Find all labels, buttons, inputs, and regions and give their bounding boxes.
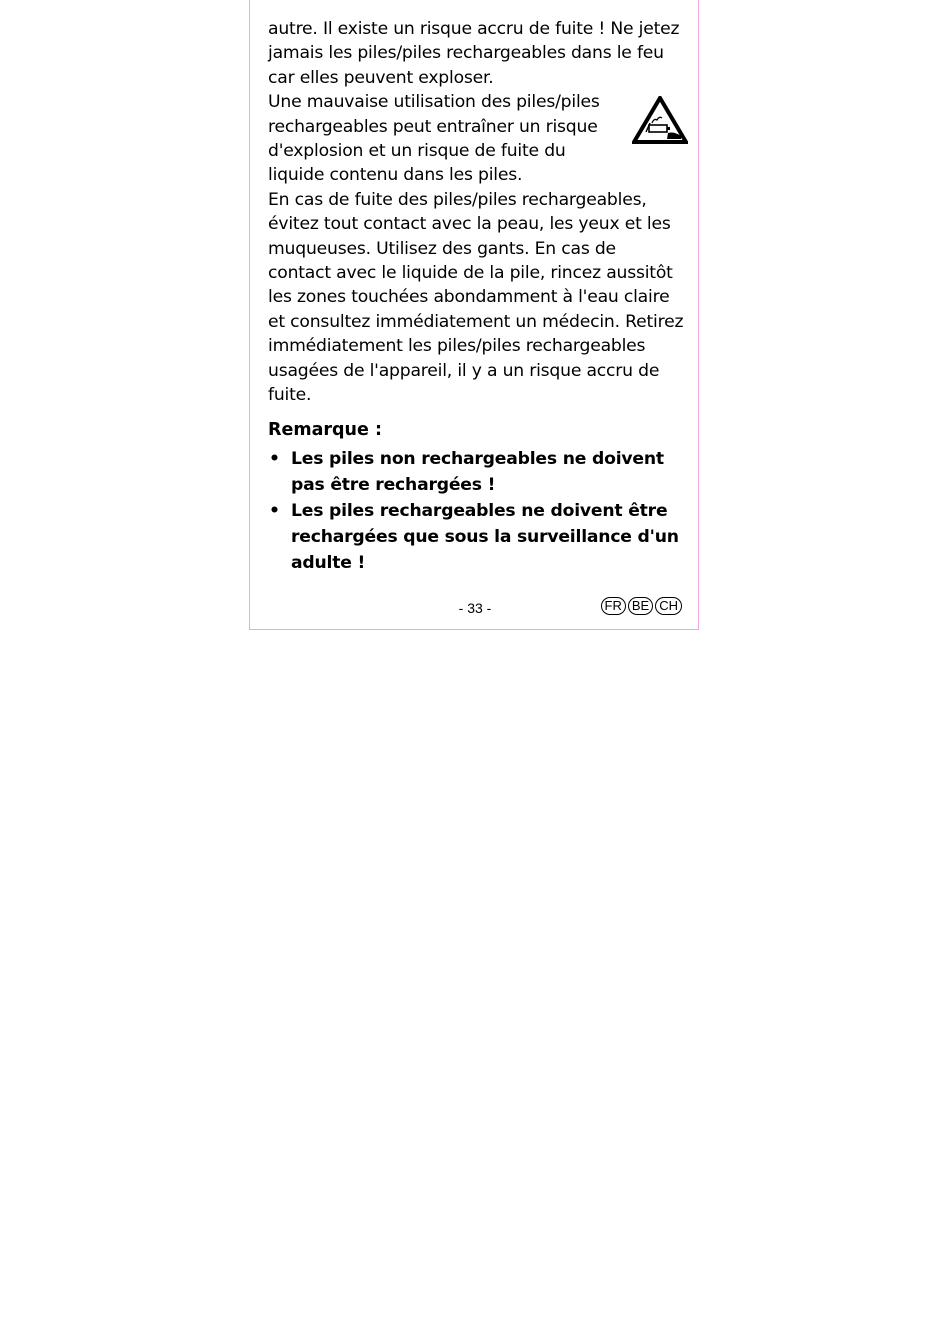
paragraph-leak-instructions: En cas de fuite des piles/piles rechargeables, évitez tout contact avec la peau, les yeux et les muqueuses. Utilisez des gants. En cas de contact avec le liquide de la pile, rincez aussitôt les zones touchées abondamment à l'eau claire et consultez immédiatement un médecin. Retirez immédiatement les piles/piles rechargeables usagées de l'appareil, il y a un risque accru de fuite. [268,189,684,406]
paragraph-misuse: Une mauvaise utilisation des piles/piles rechargeables peut entraîner un risque d'explosion et un risque de fuite du liquide contenu dans les piles. [268,92,600,186]
country-badge-be: BE [628,597,653,615]
list-item [268,498,684,576]
page-content [268,17,684,576]
bullet-icon: • [269,448,280,469]
page-number: - 33 - [458,600,492,616]
document-page [249,0,699,630]
country-badge-ch: CH [655,597,682,615]
paragraph-fire-warning: autre. Il existe un risque accru de fuite ! Ne jetez jamais les piles/piles rechargeables dans le feu car elles peuvent exploser. [268,19,680,88]
bullet-icon: • [269,500,280,521]
note-heading: Remarque : [268,419,382,440]
list-item [268,446,684,498]
misuse-warning-block [268,90,684,188]
battery-corrosion-warning-icon [632,96,688,144]
note-item-text: Les piles non rechargeables ne doivent pas être rechargées ! [291,448,664,495]
country-badge-fr: FR [601,597,626,615]
note-item-text: Les piles rechargeables ne doivent être rechargées que sous la surveillance d'un adulte ! [291,500,679,573]
note-list [268,446,684,576]
country-badges [601,597,682,615]
